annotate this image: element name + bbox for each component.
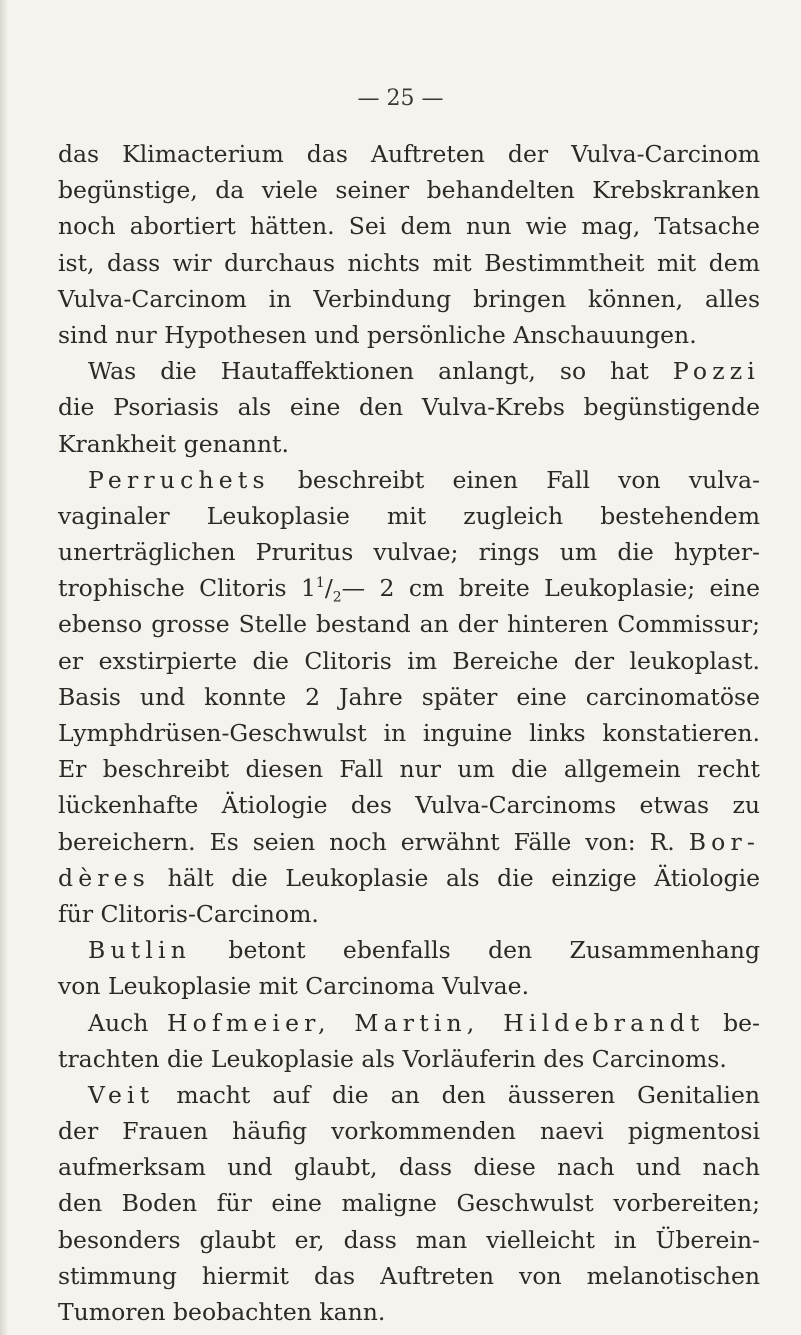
text-line [58, 462, 760, 498]
text-line: besonders glaubt er, dass man vielleicht in Überein- [58, 1225, 760, 1254]
text-fragment: trophische Clitoris 1 [58, 574, 316, 603]
text-line: lückenhafte Ätiologie des Vulva-Carcinoms etwas zu [58, 791, 760, 820]
text-fragment: Auch [88, 1008, 149, 1037]
text-line [58, 1005, 760, 1041]
fraction-numerator: 1 [315, 575, 325, 592]
text-line: noch abortiert hätten. Sei dem nun wie mag, Tatsache [58, 212, 760, 241]
text-line [58, 824, 760, 860]
text-line: stimmung hiermit das Auftreten von melanotischen [58, 1261, 760, 1290]
text-line: unerträglichen Pruritus vulvae; rings um die hypter- [58, 538, 760, 567]
text-line: Basis und konnte 2 Jahre später eine carcinomatöse [58, 682, 760, 711]
page-number: — 25 — [357, 86, 444, 111]
text-fragment: macht auf die an den äusseren Genitalien [176, 1080, 760, 1109]
text-line: Krankheit genannt. [58, 429, 289, 458]
text-line: die Psoriasis als eine den Vulva-Krebs begünstigende [58, 393, 760, 422]
text-line: für Clitoris-Carcinom. [58, 899, 319, 928]
author-name-borderes-cont: dères [58, 863, 151, 892]
text-line: aufmerksam und glaubt, dass diese nach und nach [58, 1153, 760, 1182]
text-line: den Boden für eine maligne Geschwulst vorbereiten; [58, 1189, 760, 1218]
author-name-butlin: Butlin [88, 936, 192, 965]
text-line: das Klimacterium das Auftreten der Vulva-Carcinom [58, 140, 760, 168]
text-fragment: Was die Hautaffektionen anlangt, so hat [88, 357, 649, 386]
text-line: vaginaler Leukoplasie mit zugleich bestehendem [58, 501, 760, 530]
author-name-perruchets: Perruchets [88, 465, 270, 494]
text-line [58, 860, 760, 896]
body-text [58, 136, 760, 1330]
text-line: begünstige, da viele seiner behandelten Krebskranken [58, 176, 760, 205]
text-line: trophische Clitoris $1^1/_2—$ 2 cm breite Leukoplasie; eine [58, 574, 760, 606]
text-line: Er beschreibt diesen Fall nur um die allgemein recht [58, 755, 760, 784]
text-line: von Leukoplasie mit Carcinoma Vulvae. [58, 972, 530, 1001]
text-fragment: beschreibt einen Fall von vulva- [297, 465, 760, 494]
author-name-veit: Veit [88, 1080, 155, 1109]
text-line: sind nur Hypothesen und persönliche Anschauungen. [58, 320, 697, 349]
text-line: Vulva-Carcinom in Verbindung bringen können, alles [58, 284, 760, 313]
text-line: der Frauen häufig vorkommenden naevi pigmentosi [58, 1117, 760, 1146]
text-fragment: betont ebenfalls den Zusammenhang [228, 936, 760, 965]
text-fragment: be- [723, 1008, 760, 1037]
text-fragment: — 2 cm breite Leukoplasie; eine [341, 574, 760, 603]
text-fragment: bereichern. Es seien noch erwähnt Fälle von: R. [58, 827, 675, 856]
text-line: trachten die Leukoplasie als Vorläuferin des Carcinoms. [58, 1044, 727, 1073]
author-name-pozzi: Pozzi [672, 357, 760, 386]
text-line [58, 353, 760, 389]
text-line: ebenso grosse Stelle bestand an der hinteren Commissur; [58, 610, 760, 639]
text-line [58, 1077, 760, 1113]
fraction-denominator: 2 [332, 589, 342, 606]
text-fragment: hält die Leukoplasie als die einzige Ätiologie [167, 863, 760, 892]
text-line: ist, dass wir durchaus nichts mit Bestimmtheit mit dem [58, 248, 760, 277]
text-line: er exstirpierte die Clitoris im Bereiche der leukoplast. [58, 646, 760, 675]
text-line: Tumoren beobachten kann. [58, 1298, 386, 1326]
text-line: Lymphdrüsen-Geschwulst in inguine links konstatieren. [58, 719, 760, 747]
page-gutter-shadow [0, 0, 8, 1335]
author-name-borderes: Bor- [688, 827, 760, 856]
author-names-hofmeier-martin-hildebrandt: Hofmeier, Martin, Hildebrandt [167, 1008, 705, 1037]
text-line [58, 932, 760, 968]
